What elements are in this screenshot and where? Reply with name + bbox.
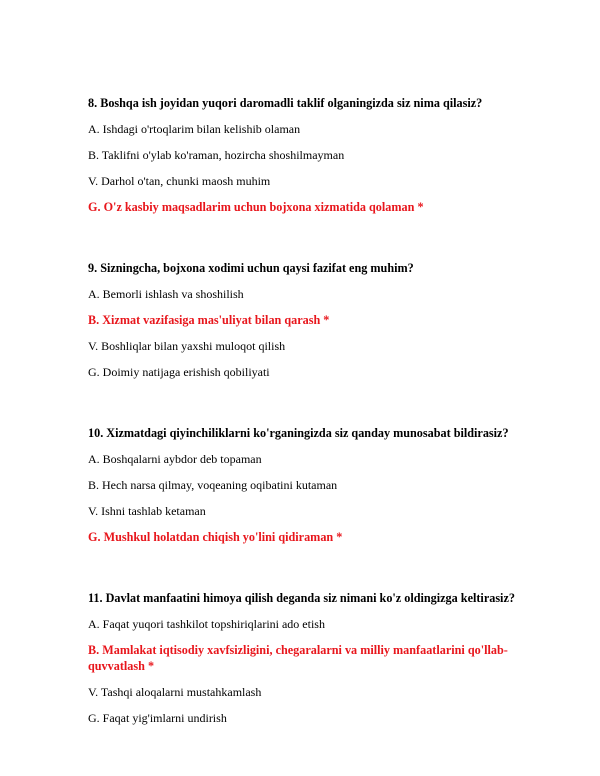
- question-title: 8. Boshqa ish joyidan yuqori daromadli taklif olganingizda siz nima qilasiz?: [88, 96, 483, 110]
- option-a: A. Boshqalarni aybdor deb topaman: [88, 452, 262, 466]
- question-title: 11. Davlat manfaatini himoya qilish deganda siz nimani ko'z oldingizga keltirasiz?: [88, 591, 515, 605]
- option-v: V. Tashqi aloqalarni mustahkamlash: [88, 685, 262, 699]
- option-b-correct: B. Xizmat vazifasiga mas'uliyat bilan qarash *: [88, 313, 330, 327]
- option-g: G. Faqat yig'imlarni undirish: [88, 711, 227, 725]
- option-a: A. Ishdagi o'rtoqlarim bilan kelishib olaman: [88, 122, 301, 136]
- option-g: G. Doimiy natijaga erishish qobiliyati: [88, 365, 270, 379]
- option-a: A. Faqat yuqori tashkilot topshiriqlarini ado etish: [88, 617, 325, 631]
- option-b: B. Taklifni o'ylab ko'raman, hozircha shoshilmayman: [88, 148, 345, 162]
- option-a: A. Bemorli ishlash va shoshilish: [88, 287, 244, 301]
- question-title: 10. Xizmatdagi qiyinchiliklarni ko'rganingizda siz qanday munosabat bildirasiz?: [88, 426, 509, 440]
- question-title: 9. Sizningcha, bojxona xodimi uchun qaysi fazifat eng muhim?: [88, 261, 414, 275]
- option-v: V. Ishni tashlab ketaman: [88, 504, 206, 518]
- quiz-page: [88, 95, 528, 771]
- question-10: [88, 425, 528, 545]
- option-v: V. Darhol o'tan, chunki maosh muhim: [88, 174, 271, 188]
- option-b-correct: B. Mamlakat iqtisodiy xavfsizligini, chegaralarni va milliy manfaatlarini qo'llab-quvvatlash *: [88, 643, 508, 673]
- question-8: [88, 95, 528, 215]
- option-g-correct: G. Mushkul holatdan chiqish yo'lini qidiraman *: [88, 530, 343, 544]
- option-b: B. Hech narsa qilmay, voqeaning oqibatini kutaman: [88, 478, 338, 492]
- option-v: V. Boshliqlar bilan yaxshi muloqot qilish: [88, 339, 286, 353]
- question-11: [88, 590, 528, 726]
- option-g-correct: G. O'z kasbiy maqsadlarim uchun bojxona xizmatida qolaman *: [88, 200, 424, 214]
- question-9: [88, 260, 528, 380]
